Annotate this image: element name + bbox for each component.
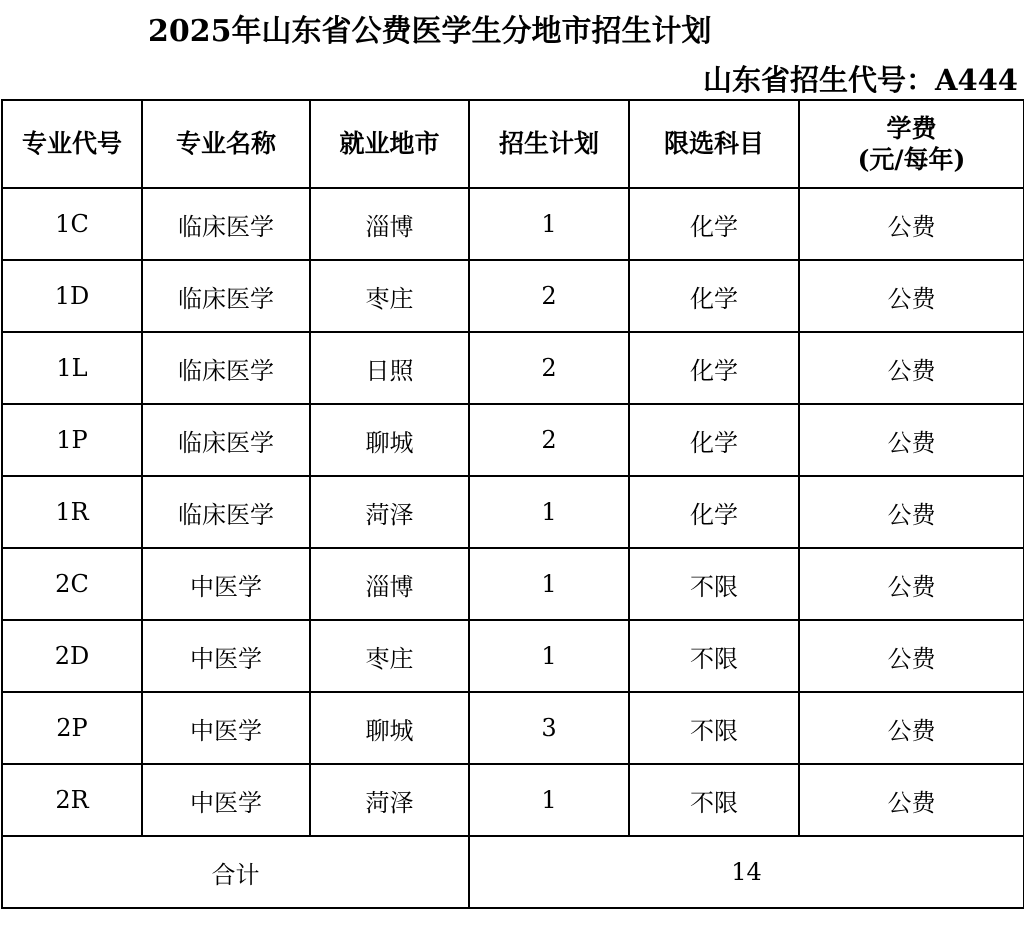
cell-plan-count: 1 [469,476,629,548]
cell-major-name: 临床医学 [142,260,310,332]
cell-major-name: 临床医学 [142,332,310,404]
cell-major-code: 2D [2,620,142,692]
cell-city: 聊城 [310,692,469,764]
cell-city: 淄博 [310,188,469,260]
header-city: 就业地市 [310,100,469,188]
cell-required-subject: 不限 [629,620,799,692]
cell-plan-count: 1 [469,188,629,260]
cell-major-code: 1C [2,188,142,260]
cell-plan-count: 2 [469,260,629,332]
cell-plan-count: 3 [469,692,629,764]
cell-plan-count: 1 [469,548,629,620]
cell-major-name: 中医学 [142,620,310,692]
cell-major-name: 临床医学 [142,404,310,476]
cell-major-name: 中医学 [142,548,310,620]
table-row [2,548,1024,620]
cell-major-name: 临床医学 [142,188,310,260]
cell-tuition: 公费 [799,332,1024,404]
total-value: 14 [469,836,1024,908]
enrollment-code: 山东省招生代号：A444 [702,63,1018,97]
total-label: 合计 [2,836,469,908]
cell-city: 聊城 [310,404,469,476]
header-major-name: 专业名称 [142,100,310,188]
table-row [2,332,1024,404]
cell-tuition: 公费 [799,476,1024,548]
cell-tuition: 公费 [799,260,1024,332]
cell-major-name: 中医学 [142,764,310,836]
cell-major-code: 2R [2,764,142,836]
cell-required-subject: 不限 [629,692,799,764]
cell-required-subject: 化学 [629,404,799,476]
cell-plan-count: 2 [469,404,629,476]
cell-plan-count: 1 [469,620,629,692]
table-row [2,188,1024,260]
header-tuition-line1: 学费 [886,113,937,143]
cell-major-code: 2C [2,548,142,620]
header-row [2,100,1024,188]
cell-city: 日照 [310,332,469,404]
table-row [2,260,1024,332]
cell-city: 菏泽 [310,764,469,836]
cell-major-code: 2P [2,692,142,764]
cell-required-subject: 化学 [629,476,799,548]
header-major-code: 专业代号 [2,100,142,188]
table-row [2,692,1024,764]
table-row [2,764,1024,836]
cell-tuition: 公费 [799,188,1024,260]
cell-required-subject: 化学 [629,188,799,260]
cell-major-code: 1D [2,260,142,332]
cell-tuition: 公费 [799,620,1024,692]
total-row [2,836,1024,908]
header-plan-count: 招生计划 [469,100,629,188]
header-required-subject: 限选科目 [629,100,799,188]
cell-city: 淄博 [310,548,469,620]
header-tuition-line2: (元/每年) [857,145,966,174]
cell-tuition: 公费 [799,404,1024,476]
cell-tuition: 公费 [799,692,1024,764]
cell-required-subject: 化学 [629,332,799,404]
enrollment-plan-table [1,99,1024,909]
cell-required-subject: 化学 [629,260,799,332]
cell-plan-count: 1 [469,764,629,836]
cell-major-name: 中医学 [142,692,310,764]
cell-city: 枣庄 [310,260,469,332]
cell-tuition: 公费 [799,548,1024,620]
table-row [2,404,1024,476]
cell-major-name: 临床医学 [142,476,310,548]
table-row [2,620,1024,692]
cell-city: 枣庄 [310,620,469,692]
cell-major-code: 1L [2,332,142,404]
cell-tuition: 公费 [799,764,1024,836]
cell-city: 菏泽 [310,476,469,548]
page-title: 2025年山东省公费医学生分地市招生计划 [148,14,712,49]
table-row [2,476,1024,548]
cell-required-subject: 不限 [629,548,799,620]
cell-required-subject: 不限 [629,764,799,836]
cell-major-code: 1P [2,404,142,476]
header-tuition [799,100,1024,188]
cell-plan-count: 2 [469,332,629,404]
cell-major-code: 1R [2,476,142,548]
